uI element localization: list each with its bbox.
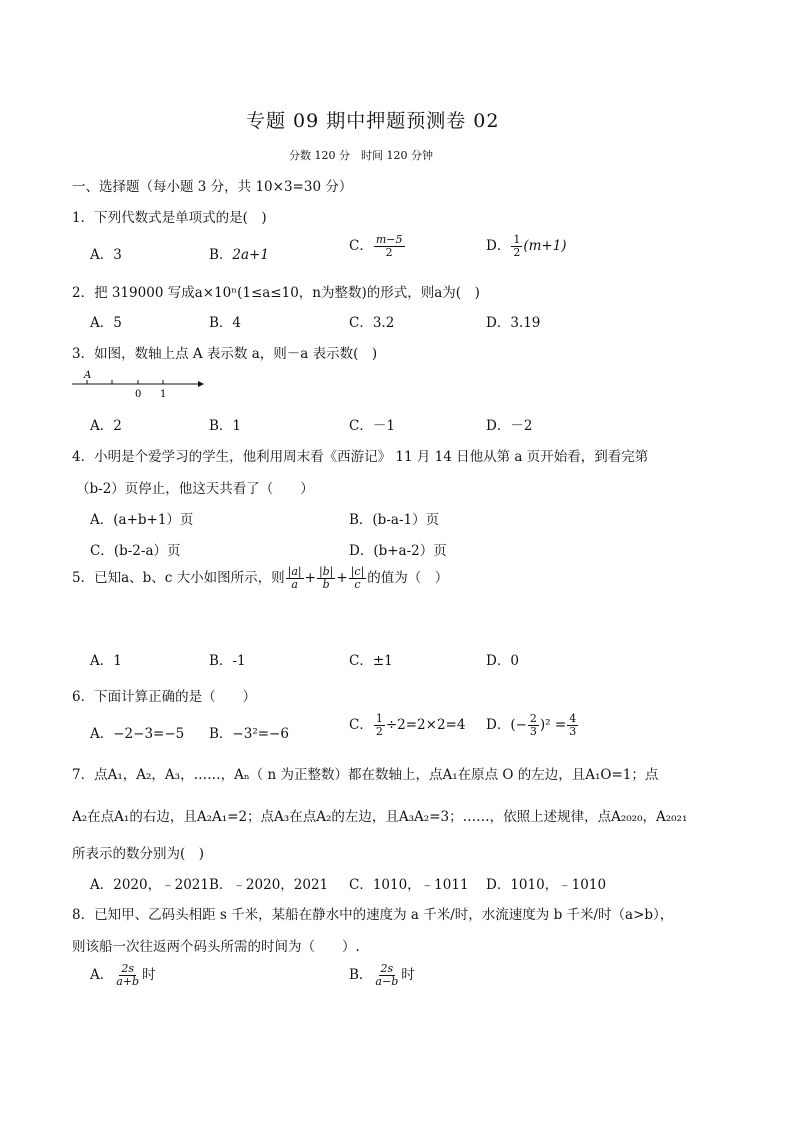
q5-f2-den: b (322, 578, 330, 591)
q1-option-d (486, 234, 567, 259)
q3-option-c: C．－1 (349, 418, 395, 434)
q5-f3-den: c (354, 578, 361, 591)
q4-option-c: C．(b-2-a）页 (90, 543, 181, 559)
q4-stem-line2: （b-2）页停止，他这天共看了（ ） (76, 481, 314, 497)
q1-option-c (349, 234, 406, 259)
q6-option-d (486, 713, 579, 738)
q8-a-den: a+b (116, 975, 140, 988)
q6-d-den: 3 (529, 725, 537, 738)
q8-a-tail: 时 (142, 967, 156, 983)
q5-option-c: C．±1 (349, 653, 393, 669)
q7-line3: 所表示的数分别为( ) (72, 846, 205, 862)
q8-b-num: 2s (380, 962, 394, 975)
tick-zero-label: 0 (135, 389, 142, 400)
q6-d-mid: )² = (539, 717, 567, 733)
q5-option-d: D．0 (486, 653, 519, 669)
q8-b-tail: 时 (401, 967, 415, 983)
q1-c-den: 2 (385, 246, 393, 259)
q6-d-den2: 3 (569, 725, 577, 738)
q6-d-label: D．(− (486, 717, 527, 733)
q2-stem: 2．把 319000 写成a×10ⁿ(1≤a≤10，n为整数)的形式，则a为( ) (72, 285, 480, 301)
q8-b-label: B． (349, 967, 373, 983)
q6-stem: 6．下面计算正确的是（ ） (72, 689, 257, 705)
q1-option-b (209, 243, 269, 263)
q8-a-label: A． (90, 967, 114, 983)
q1-d-label: D． (486, 238, 511, 254)
q6-option-a: A．−2−3=−5 (90, 726, 185, 742)
q7-line1: 7．点A₁，A₂，A₃，……，Aₙ（ n 为正整数）都在数轴上，点A₁在原点 O 的左边，且A₁O=1；点 (72, 767, 659, 783)
page-subtitle: 分数 120 分 时间 120 分钟 (289, 149, 433, 162)
q5-stem-pre: 5．已知a、b、c 大小如图所示，则 (72, 570, 285, 586)
q8-line1: 8．已知甲、乙码头相距 s 千米，某船在静水中的速度为 a 千米/时，水流速度为 b 千米/时（a>b）， (72, 907, 674, 923)
q1-stem: 1．下列代数式是单项式的是( ) (72, 210, 267, 226)
q2-option-d: D．3.19 (486, 315, 541, 331)
q5-f2-num: |b| (318, 565, 334, 578)
q1-d-num: 1 (513, 233, 521, 246)
section-heading: 一、选择题（每小题 3 分，共 10×3=30 分） (72, 179, 353, 195)
q6-d-num2: 4 (569, 712, 577, 725)
q5-stem: 5．已知a、b、c 大小如图所示，则 $\frac{|a|}{a}$ + $\frac{|b|}{b}$ + $\frac{|c|}{c}$ 的值为（ ） (72, 565, 449, 591)
q7-option-b: B．﹣2020，2021 (209, 877, 329, 893)
q6-option-b: B．−3²=−6 (209, 726, 289, 742)
q5-f1-den: a (291, 578, 298, 591)
q3-option-a: A．2 (90, 418, 122, 434)
q6-d-num: 2 (529, 712, 537, 725)
q4-option-a: A．(a+b+1）页 (90, 512, 194, 528)
q7-line2: A₂在点A₁的右边，且A₂A₁=2；点A₃在点A₂的左边，且A₃A₂=3；……，依照上述规律，点A₂₀₂₀，A₂₀₂₁ (72, 809, 688, 825)
q2-option-b: B．4 (209, 315, 242, 331)
page-title: 专题 09 期中押题预测卷 02 (246, 110, 500, 132)
q6-c-label: C． (349, 717, 373, 733)
q1-d-tail: (m+1) (523, 238, 567, 254)
q1-c-num: m−5 (375, 233, 403, 246)
q5-option-b: B．-1 (209, 653, 246, 669)
q8-option-a (90, 963, 156, 988)
q1-b-label: B． (209, 247, 233, 263)
q5-option-a: A．1 (90, 653, 122, 669)
q3-option-b: B．1 (209, 418, 242, 434)
q8-b-den: a−b (375, 975, 399, 988)
q1-d-den: 2 (513, 246, 521, 259)
q3-stem: 3．如图，数轴上点 A 表示数 a，则－a 表示数( ) (72, 346, 378, 362)
q4-stem-line1: 4．小明是个爱学习的学生，他利用周末看《西游记》 11 月 14 日他从第 a 页开始看，到看完第 (72, 449, 649, 465)
q8-option-b (349, 963, 415, 988)
q7-option-a: A．2020，﹣2021 (90, 877, 209, 893)
q2-option-c: C．3.2 (349, 315, 395, 331)
q6-option-c (349, 713, 465, 738)
q3-option-d: D．－2 (486, 418, 533, 434)
number-line-figure (70, 367, 206, 401)
q8-a-num: 2s (121, 962, 134, 975)
q6-c-tail: ÷2=2×2=4 (385, 717, 466, 733)
q2-option-a: A．5 (90, 315, 122, 331)
point-a-label: A (84, 370, 92, 381)
q7-option-d: D．1010，﹣1010 (486, 877, 607, 893)
q5-f1-num: |a| (287, 565, 302, 578)
q4-option-d: D．(b+a-2）页 (349, 543, 447, 559)
q7-option-c: C．1010，﹣1011 (349, 877, 469, 893)
q6-c-den: 2 (375, 725, 383, 738)
tick-one-label: 1 (160, 389, 167, 400)
q1-b-math: 2a+1 (232, 247, 269, 263)
q5-stem-post: 的值为（ ） (367, 570, 449, 586)
q4-option-b: B．(b-a-1）页 (349, 512, 440, 528)
q1-option-a: A．3 (90, 247, 122, 263)
q8-line2: 则该船一次往返两个码头所需的时间为（ ）. (72, 939, 360, 955)
q1-c-label: C． (349, 238, 373, 254)
q5-f3-num: |c| (350, 565, 365, 578)
q6-c-num: 1 (375, 712, 383, 725)
